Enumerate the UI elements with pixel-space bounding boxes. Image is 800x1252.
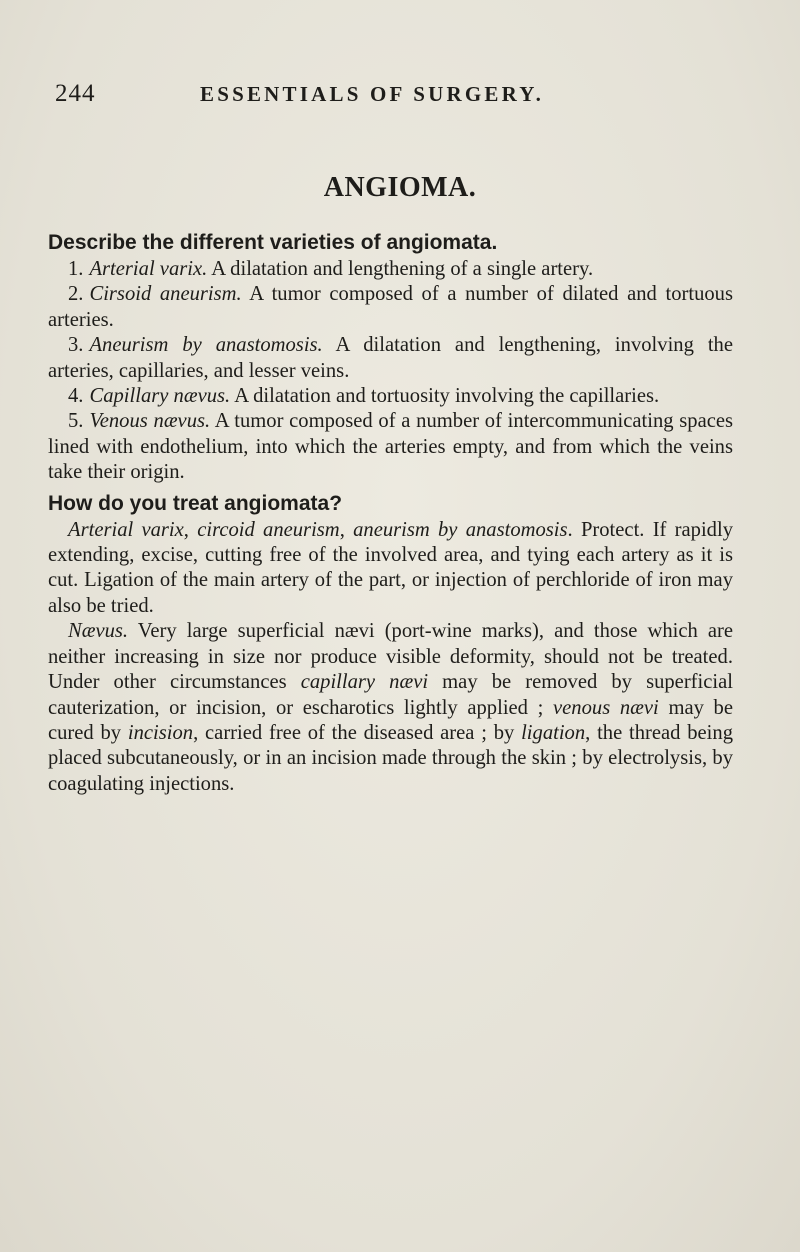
answer-item-cirsoid-aneurism xyxy=(48,282,733,333)
page-number: 244 xyxy=(55,80,96,107)
running-head xyxy=(55,80,755,120)
term-incision: incision xyxy=(127,721,194,744)
term-venous-naevi: venous nævi xyxy=(553,696,659,719)
paragraph-text: , carried free of the diseased area ; by xyxy=(193,721,522,744)
term-arterial-varix: Arterial varix xyxy=(68,518,184,541)
term-naevus: Nævus. xyxy=(68,620,129,643)
item-number: 3. xyxy=(68,334,84,357)
question-varieties: Describe the different varieties of angiomata. xyxy=(48,231,498,254)
paragraph-text: Very large superficial nævi (port-wine marks), and those which are neither increasing in size nor produce visible deformity, should not be treated. Under other circumstances xyxy=(48,620,733,694)
item-term: Venous nævus. xyxy=(89,410,211,433)
answer-item-arterial-varix xyxy=(48,257,733,282)
item-text: A dilatation and lengthening, involving the arteries, capillaries, and lesser veins. xyxy=(48,334,733,382)
item-term: Capillary nævus. xyxy=(89,385,231,408)
item-number: 1. xyxy=(68,258,84,280)
item-text: A dilatation and tortuosity involving the capillaries. xyxy=(234,385,660,408)
body-text xyxy=(48,228,733,797)
paragraph-text: . Protect. If rapidly extending, excise, cutting free of the involved area, and tying each artery as it is cut. Ligation of the main artery of the part, or injection of perchloride of iron may also be tried. xyxy=(48,518,733,617)
question-treatment: How do you treat angiomata? xyxy=(48,491,343,515)
treatment-naevus-paragraph xyxy=(48,619,733,797)
item-text: A dilatation and lengthening of a single artery. xyxy=(211,258,594,280)
answer-item-capillary-naevus xyxy=(48,384,733,409)
running-head-title: ESSENTIALS OF SURGERY. xyxy=(200,82,545,106)
paragraph-text: , the thread being placed subcutaneously, or in an incision made through the skin ; by electrolysis, by coagulating injections. xyxy=(48,721,734,795)
item-number: 5. xyxy=(68,410,84,433)
item-number: 2. xyxy=(68,283,84,306)
paragraph-text: may be cured by xyxy=(48,696,733,744)
paragraph-text: may be removed by superficial cauterization, or incision, or escharotics lightly applied ; xyxy=(48,671,733,719)
separator: , xyxy=(183,518,198,541)
item-term: Aneurism by anastomosis. xyxy=(89,334,323,357)
answer-item-venous-naevus xyxy=(48,409,733,485)
item-text: A tumor composed of a number of dilated and tortuous arteries. xyxy=(48,283,733,331)
item-number: 4. xyxy=(68,385,84,408)
section-title: ANGIOMA. xyxy=(323,172,477,203)
term-aneurism-by-anastomosis: aneurism by anastomosis xyxy=(353,518,568,541)
item-term: Arterial varix. xyxy=(89,258,208,280)
item-text: A tumor composed of a number of intercommunicating spaces lined with endothelium, into which the arteries empty, and from which the veins take their origin. xyxy=(48,410,734,484)
term-circoid-aneurism: circoid aneurism xyxy=(197,518,340,541)
separator: , xyxy=(339,518,354,541)
item-term: Cirsoid aneurism. xyxy=(89,283,242,306)
answer-item-aneurism-by-anastomosis xyxy=(48,333,733,384)
treatment-arterial-paragraph xyxy=(48,518,733,620)
term-capillary-naevi: capillary nævi xyxy=(300,671,429,694)
term-ligation: ligation xyxy=(521,721,586,744)
